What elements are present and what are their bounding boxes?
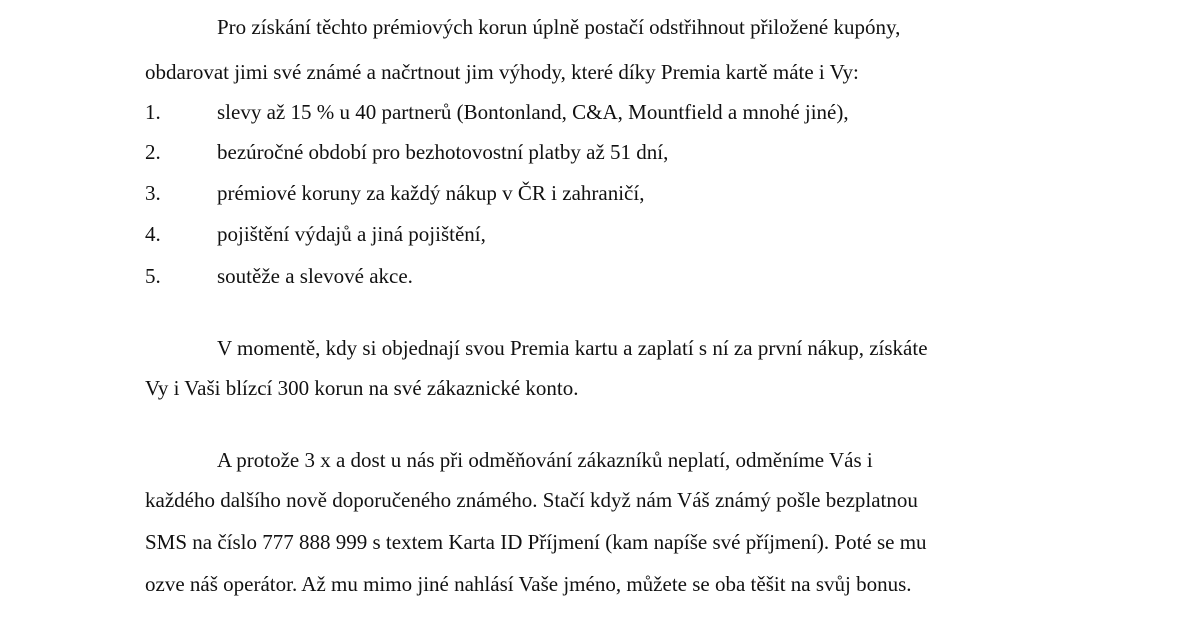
list-item-number: 2. <box>145 140 161 164</box>
paragraph-2-line-2: Vy i Vaši blízcí 300 korun na své zákaznické konto. <box>145 376 579 400</box>
list-item-number: 5. <box>145 264 161 288</box>
paragraph-3-line-3: SMS na číslo 777 888 999 s textem Karta ID Příjmení (kam napíše své příjmení). Poté se mu <box>145 530 927 554</box>
list-item-text: bezúročné období pro bezhotovostní platby až 51 dní, <box>217 140 669 164</box>
paragraph-1-line-1: Pro získání těchto prémiových korun úplně postačí odstřihnout přiložené kupóny, <box>217 15 901 39</box>
paragraph-1-line-2: obdarovat jimi své známé a načrtnout jim výhody, které díky Premia kartě máte i Vy: <box>145 60 859 84</box>
list-item-text: prémiové koruny za každý nákup v ČR i zahraničí, <box>217 181 645 205</box>
list-item-number: 3. <box>145 181 161 205</box>
paragraph-2-line-1: V momentě, kdy si objednají svou Premia kartu a zaplatí s ní za první nákup, získáte <box>217 336 928 360</box>
list-item-number: 4. <box>145 222 161 246</box>
paragraph-3-line-1: A protože 3 x a dost u nás při odměňování zákazníků neplatí, odměníme Vás i <box>217 448 873 472</box>
list-item-text: slevy až 15 % u 40 partnerů (Bontonland, C&A, Mountfield a mnohé jiné), <box>217 100 849 124</box>
list-item-text: pojištění výdajů a jiná pojištění, <box>217 222 486 246</box>
paragraph-3-line-4: ozve náš operátor. Až mu mimo jiné nahlásí Vaše jméno, můžete se oba těšit na svůj bonus. <box>145 572 912 596</box>
list-item-number: 1. <box>145 100 161 124</box>
list-item-text: soutěže a slevové akce. <box>217 264 413 288</box>
paragraph-3-line-2: každého dalšího nově doporučeného známého. Stačí když nám Váš známý pošle bezplatnou <box>145 488 918 512</box>
